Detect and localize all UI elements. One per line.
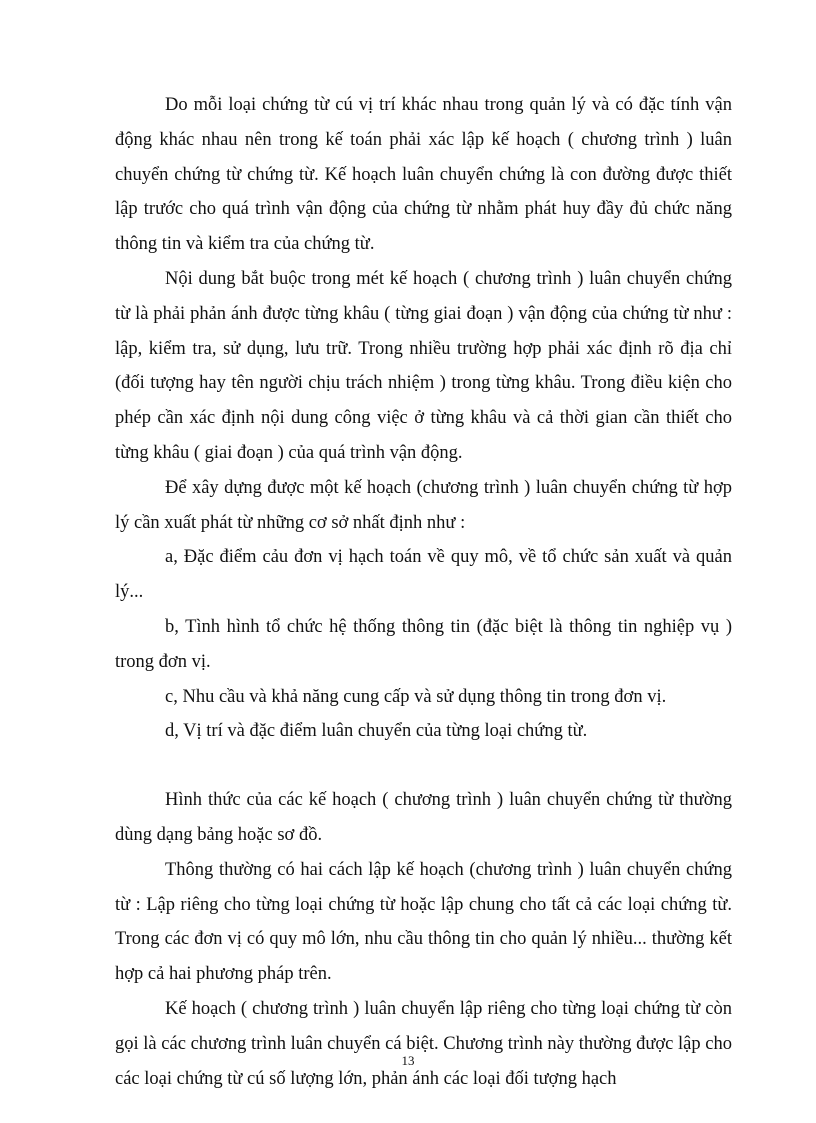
paragraph-4: Hình thức của các kế hoạch ( chương trình ) luân chuyển chứng từ thường dùng dạng bảng hoặc sơ đồ. (115, 790, 732, 845)
list-item-d: d, Vị trí và đặc điểm luân chuyển của từng loại chứng từ. (165, 721, 588, 742)
document-body (115, 88, 732, 1096)
paragraph-3: Để xây dựng được một kế hoạch (chương trình ) luân chuyển chứng từ hợp lý cần xuất phát từ những cơ sở nhất định như : (115, 477, 732, 533)
paragraph-2: Nội dung bắt buộc trong mét kế hoạch ( chương trình ) luân chuyển chứng từ là phải phản ánh được từng khâu ( từng giai đoạn ) vận động của chứng từ như : lập, kiểm tra, sử dụng, lưu trữ. Trong nhiều trường hợp phải xác định rõ địa chỉ (đối tượng hay tên người chịu trách nhiệm ) trong từng khâu. Trong điều kiện cho phép cần xác định nội dung công việc ở từng khâu và cả thời gian cần thiết cho từng khâu ( giai đoạn ) của quá trình vận động. (115, 268, 732, 463)
list-item-b: b, Tình hình tổ chức hệ thống thông tin (đặc biệt là thông tin nghiệp vụ ) trong đơn vị. (115, 616, 732, 672)
list-item-a: a, Đặc điểm cảu đơn vị hạch toán về quy mô, về tổ chức sản xuất và quản lý... (115, 547, 732, 603)
paragraph-1: Do mỗi loại chứng từ cú vị trí khác nhau trong quản lý và có đặc tính vận động khác nhau nên trong kế toán phải xác lập kế hoạch ( chương trình ) luân chuyển chứng từ chứng từ. Kế hoạch luân chuyển chứng là con đường được thiết lập trước cho quá trình vận động của chứng từ nhằm phát huy đầy đủ chức năng thông tin và kiểm tra của chứng từ. (115, 95, 732, 255)
paragraph-6: Kế hoạch ( chương trình ) luân chuyển lập riêng cho từng loại chứng từ còn gọi là các chương trình luân chuyển cá biệt. Chương trình này thường được lập cho các loại chứng từ cú số lượng lớn, phản ánh các loại đối tượng hạch (115, 998, 732, 1089)
paragraph-5: Thông thường có hai cách lập kế hoạch (chương trình ) luân chuyển chứng từ : Lập riêng cho từng loại chứng từ hoặc lập chung cho tất cả các loại chứng từ. Trong các đơn vị có quy mô lớn, nhu cầu thông tin cho quản lý nhiều... thường kết hợp cả hai phương pháp trên. (115, 859, 732, 985)
page-number: 13 (401, 1053, 415, 1068)
list-item-c: c, Nhu cầu và khả năng cung cấp và sử dụng thông tin trong đơn vị. (165, 686, 667, 707)
